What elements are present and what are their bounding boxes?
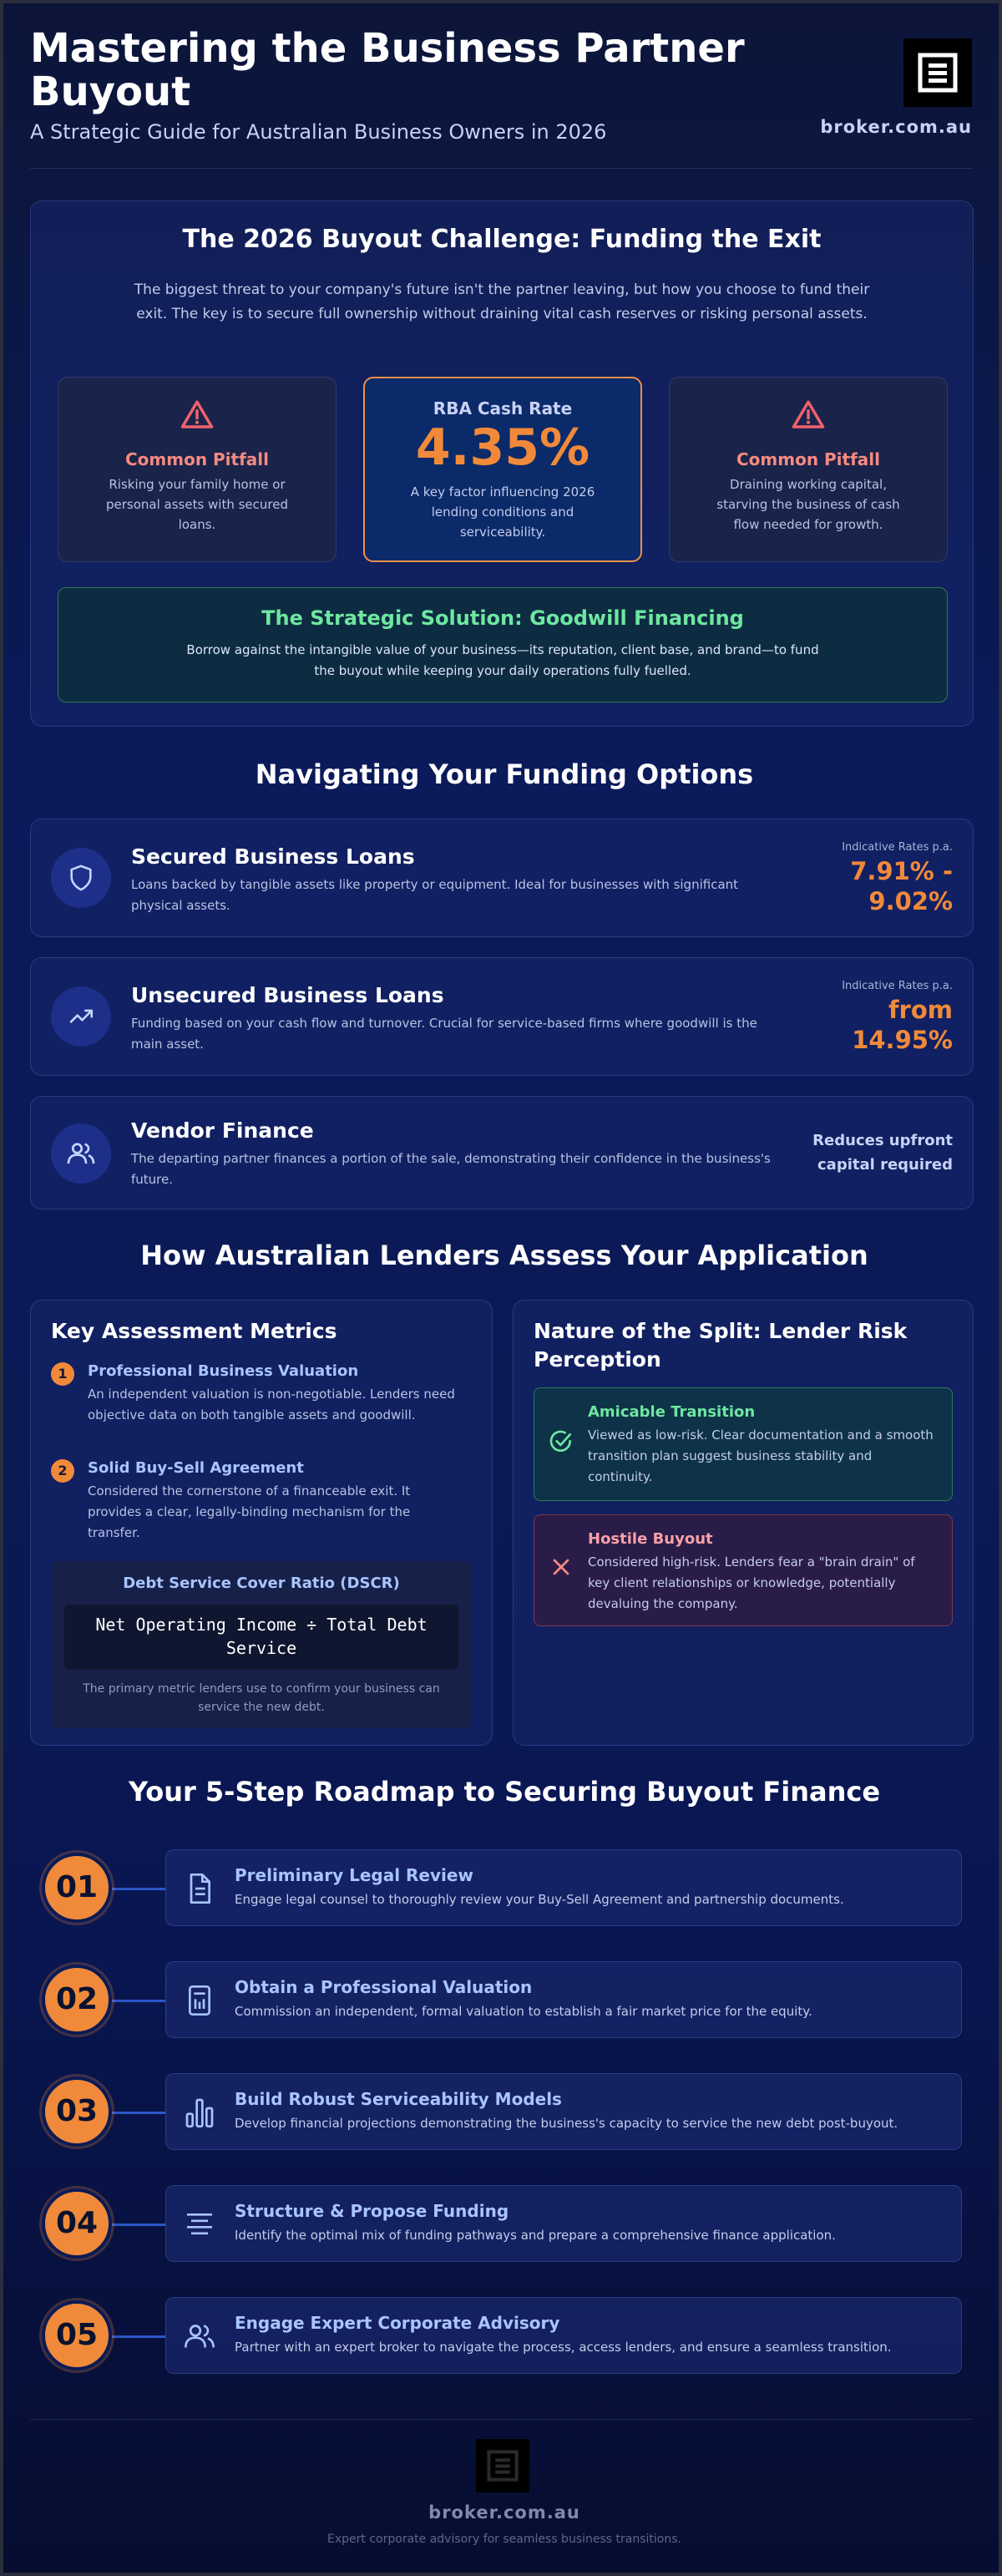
option-name: Vendor Finance bbox=[131, 1118, 314, 1143]
rate-value-line2: 14.95% bbox=[852, 1026, 953, 1054]
trending-up-icon bbox=[51, 986, 111, 1047]
step-text: Engage legal counsel to thoroughly review your Buy-Sell Agreement and partnership documents. bbox=[235, 1892, 844, 1907]
hostile-card bbox=[534, 1514, 953, 1626]
step-title: Engage Expert Corporate Advisory bbox=[235, 2313, 560, 2333]
rate-value-line1: from bbox=[888, 996, 953, 1024]
step-number: 01 bbox=[42, 1853, 112, 1923]
users-icon bbox=[183, 2320, 216, 2353]
step-connector bbox=[112, 2224, 165, 2226]
solution-title: The Strategic Solution: Goodwill Financing bbox=[261, 606, 744, 630]
broker-logo-icon[interactable] bbox=[903, 38, 972, 107]
step-title: Structure & Propose Funding bbox=[235, 2201, 509, 2221]
rate-value-line2: 9.02% bbox=[868, 887, 953, 915]
step-number: 04 bbox=[42, 2188, 112, 2259]
metric-title: Solid Buy-Sell Agreement bbox=[88, 1459, 304, 1477]
shield-icon bbox=[51, 848, 111, 908]
split-panel bbox=[513, 1300, 974, 1746]
step-connector bbox=[112, 1888, 165, 1890]
step-text: Develop financial projections demonstrating the business's capacity to service the new debt post-buyout. bbox=[235, 2116, 898, 2131]
brand-name[interactable]: broker.com.au bbox=[820, 117, 972, 137]
step-text: Partner with an expert broker to navigate the process, access lenders, and ensure a seamless transition. bbox=[235, 2340, 892, 2355]
bar-chart-icon bbox=[183, 2096, 216, 2129]
roadmap-section-title: Your 5-Step Roadmap to Securing Buyout Finance bbox=[128, 1776, 881, 1808]
x-icon bbox=[548, 1554, 574, 1580]
roadmap-step-1[interactable] bbox=[165, 1849, 962, 1926]
challenge-title: The 2026 Buyout Challenge: Funding the Exit bbox=[182, 225, 822, 254]
footer-divider bbox=[30, 2419, 972, 2420]
challenge-text: The biggest threat to your company's future isn't the partner leaving, but how you choose to fund their exit. The key is to secure full ownership without draining vital cash reserves or risking personal assets. bbox=[134, 281, 870, 322]
pitfall-text: Risking your family home or personal assets with secured loans. bbox=[105, 477, 289, 532]
option-description: The departing partner finances a portion of the sale, demonstrating their confidence in the business's future. bbox=[131, 1151, 771, 1187]
option-name: Unsecured Business Loans bbox=[131, 983, 444, 1007]
page-title: Mastering the Business Partner Buyout bbox=[30, 25, 745, 115]
pitfall-card-right bbox=[669, 377, 948, 562]
rate-label: Indicative Rates p.a. bbox=[842, 980, 953, 992]
metric-number-badge: 1 bbox=[51, 1362, 74, 1386]
dscr-note: The primary metric lenders use to confirm your business can service the new debt. bbox=[83, 1682, 440, 1714]
funding-option-secured[interactable] bbox=[30, 819, 974, 937]
footer-brand[interactable]: broker.com.au bbox=[428, 2502, 580, 2523]
solution-text: Borrow against the intangible value of your business—its reputation, client base, and brand—to fund the buyout while keeping your daily operations fully fuelled. bbox=[186, 642, 819, 678]
step-text: Commission an independent, formal valuation to establish a fair market price for the equity. bbox=[235, 2004, 812, 2019]
solution-card bbox=[58, 587, 948, 702]
check-circle-icon bbox=[548, 1428, 574, 1455]
option-description: Funding based on your cash flow and turnover. Crucial for service-based firms where goodwill is the main asset. bbox=[131, 1016, 757, 1052]
metric-title: Professional Business Valuation bbox=[88, 1362, 359, 1380]
pitfall-text: Draining working capital, starving the business of cash flow needed for growth. bbox=[716, 477, 900, 532]
users-icon bbox=[51, 1123, 111, 1184]
step-connector bbox=[112, 2000, 165, 2002]
rba-label: RBA Cash Rate bbox=[433, 398, 573, 418]
dscr-title: Debt Service Cover Ratio (DSCR) bbox=[123, 1575, 400, 1592]
step-title: Obtain a Professional Valuation bbox=[235, 1977, 533, 1997]
step-connector bbox=[112, 2335, 165, 2338]
step-title: Build Robust Serviceability Models bbox=[235, 2089, 562, 2109]
pitfall-title: Common Pitfall bbox=[736, 449, 881, 469]
calculator-icon bbox=[183, 1984, 216, 2017]
hostile-title: Hostile Buyout bbox=[588, 1530, 713, 1548]
pitfall-title: Common Pitfall bbox=[124, 449, 270, 469]
broker-logo-icon[interactable] bbox=[476, 2439, 529, 2492]
challenge-panel bbox=[30, 200, 974, 727]
funding-option-unsecured[interactable] bbox=[30, 957, 974, 1076]
rate-value-line1: 7.91% - bbox=[850, 857, 953, 885]
vendor-note-line2: capital required bbox=[817, 1156, 953, 1174]
funding-section-title: Navigating Your Funding Options bbox=[255, 758, 754, 790]
amicable-text: Viewed as low-risk. Clear documentation and a smooth transition plan suggest business stability and continuity. bbox=[588, 1427, 934, 1484]
option-name: Secured Business Loans bbox=[131, 844, 415, 869]
metrics-title: Key Assessment Metrics bbox=[51, 1319, 337, 1343]
key-metrics-panel bbox=[30, 1300, 493, 1746]
roadmap-step-3[interactable] bbox=[165, 2073, 962, 2150]
metric-text: An independent valuation is non-negotiable. Lenders need objective data on both tangible assets and goodwill. bbox=[88, 1387, 455, 1422]
vendor-note-line1: Reduces upfront bbox=[812, 1132, 953, 1149]
amicable-card bbox=[534, 1387, 953, 1501]
step-number: 05 bbox=[42, 2300, 112, 2371]
dscr-formula: Net Operating Income ÷ Total Debt Service bbox=[64, 1605, 458, 1670]
step-connector bbox=[112, 2112, 165, 2114]
roadmap-step-2[interactable] bbox=[165, 1961, 962, 2038]
funding-option-vendor[interactable] bbox=[30, 1096, 974, 1209]
assessment-section-title: How Australian Lenders Assess Your Application bbox=[140, 1240, 868, 1271]
split-title: Nature of the Split: Lender Risk Perception bbox=[534, 1319, 908, 1372]
rba-value: 4.35% bbox=[415, 418, 590, 477]
rba-text: A key factor influencing 2026 lending conditions and serviceability. bbox=[410, 484, 595, 540]
warning-triangle-icon bbox=[791, 398, 826, 433]
document-icon bbox=[183, 1872, 216, 1905]
align-lines-icon bbox=[183, 2208, 216, 2241]
step-title: Preliminary Legal Review bbox=[235, 1865, 473, 1885]
pitfall-card-left bbox=[58, 377, 337, 562]
roadmap-step-5[interactable] bbox=[165, 2297, 962, 2374]
roadmap-step-4[interactable] bbox=[165, 2185, 962, 2262]
dscr-box bbox=[51, 1561, 472, 1728]
metric-text: Considered the cornerstone of a financeable exit. It provides a clear, legally-binding mechanism for the transfer. bbox=[88, 1483, 411, 1540]
header bbox=[30, 27, 972, 169]
step-number: 02 bbox=[42, 1965, 112, 2035]
page-subtitle: A Strategic Guide for Australian Business Owners in 2026 bbox=[30, 120, 607, 144]
hostile-text: Considered high-risk. Lenders fear a "brain drain" of key client relationships or knowledge, potentially devaluing the company. bbox=[588, 1554, 915, 1611]
rba-cash-rate-card bbox=[363, 377, 642, 562]
option-description: Loans backed by tangible assets like property or equipment. Ideal for businesses with significant physical assets. bbox=[131, 877, 739, 913]
footer-tagline: Expert corporate advisory for seamless business transitions. bbox=[327, 2533, 681, 2546]
step-number: 03 bbox=[42, 2077, 112, 2147]
metric-number-badge: 2 bbox=[51, 1459, 74, 1483]
rate-label: Indicative Rates p.a. bbox=[842, 841, 953, 854]
warning-triangle-icon bbox=[180, 398, 215, 433]
amicable-title: Amicable Transition bbox=[588, 1403, 756, 1421]
step-text: Identify the optimal mix of funding pathways and prepare a comprehensive finance application. bbox=[235, 2228, 836, 2243]
